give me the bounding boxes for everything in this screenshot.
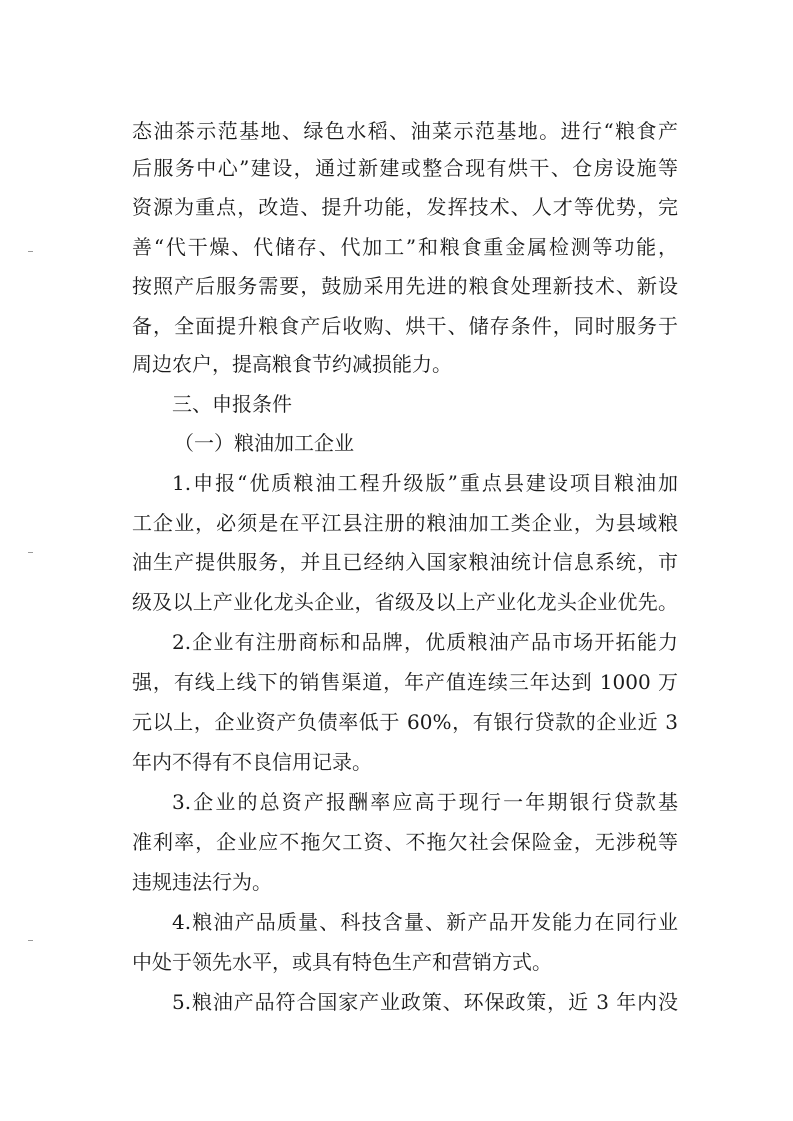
body-line: 2.企业有注册商标和品牌，优质粮油产品市场开拓能力 xyxy=(172,630,678,654)
scan-mark xyxy=(28,552,33,553)
subsection-heading: （一）粮油加工企业 xyxy=(174,431,354,455)
body-line: 元以上，企业资产负债率低于 60%，有银行贷款的企业近 3 xyxy=(132,710,678,734)
body-line: 态油茶示范基地、绿色水稻、油菜示范基地。进行“粮食产 xyxy=(132,119,678,143)
body-line: 准利率，企业应不拖欠工资、不拖欠社会保险金，无涉税等 xyxy=(132,830,678,854)
body-line: 强，有线上线下的销售渠道，年产值连续三年达到 1000 万 xyxy=(132,670,678,694)
body-line: 年内不得有不良信用记录。 xyxy=(132,750,372,774)
body-line: 油生产提供服务，并且已经纳入国家粮油统计信息系统，市 xyxy=(132,550,678,574)
section-heading: 三、申报条件 xyxy=(172,392,292,416)
body-line: 5.粮油产品符合国家产业政策、环保政策，近 3 年内没 xyxy=(172,990,678,1014)
scan-mark xyxy=(28,940,33,941)
body-line: 1.申报“优质粮油工程升级版”重点县建设项目粮油加 xyxy=(172,471,678,495)
body-line: 4.粮油产品质量、科技含量、新产品开发能力在同行业 xyxy=(172,910,678,934)
body-line: 备，全面提升粮食产后收购、烘干、储存条件，同时服务于 xyxy=(132,314,678,338)
body-line: 3.企业的总资产报酬率应高于现行一年期银行贷款基 xyxy=(172,790,678,814)
body-line: 资源为重点，改造、提升功能，发挥技术、人才等优势，完 xyxy=(132,195,678,219)
body-line: 级及以上产业化龙头企业，省级及以上产业化龙头企业优先。 xyxy=(132,590,678,614)
body-line: 后服务中心”建设，通过新建或整合现有烘干、仓房设施等 xyxy=(132,156,678,180)
body-line: 违规违法行为。 xyxy=(132,870,272,894)
body-line: 善“代干燥、代储存、代加工”和粮食重金属检测等功能， xyxy=(132,235,678,259)
body-line: 工企业，必须是在平江县注册的粮油加工类企业，为县域粮 xyxy=(132,511,678,535)
body-line: 中处于领先水平，或具有特色生产和营销方式。 xyxy=(132,950,552,974)
body-line: 周边农户，提高粮食节约减损能力。 xyxy=(132,352,452,376)
scan-mark xyxy=(28,251,33,252)
body-line: 按照产后服务需要，鼓励采用先进的粮食处理新技术、新设 xyxy=(132,274,678,298)
